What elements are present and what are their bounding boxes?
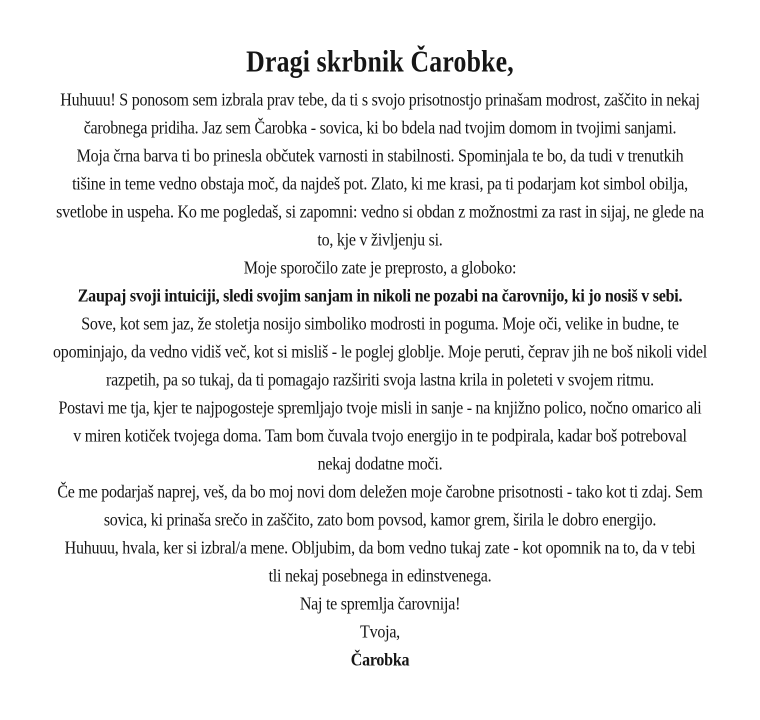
letter-line: čarobnega pridiha. Jaz sem Čarobka - sovica, ki bo bdela nad tvojim domom in tvojimi sanjami. (83, 117, 677, 138)
letter-line: opominjajo, da vedno vidiš več, kot si misliš - le poglej globlje. Moje peruti, čeprav jih ne boš nikoli videl (53, 341, 707, 362)
letter-line: razpetih, pa so tukaj, da ti pomagajo razširiti svoja lastna krila in poleteti v svojem ritmu. (106, 369, 654, 390)
letter-line: Huhuuu, hvala, ker si izbral/a mene. Obljubim, da bom vedno tukaj zate - kot opomnik na to, da v tebi (64, 537, 696, 558)
letter-line: v miren kotiček tvojega doma. Tam bom čuvala tvojo energijo in te podpirala, kadar boš potreboval (73, 425, 687, 446)
signature-name: Čarobka (350, 649, 410, 670)
letter-line: sovica, ki prinaša srečo in zaščito, zato bom povsod, kamor grem, širila le dobro energijo. (103, 509, 657, 530)
letter-line: nekaj dodatne moči. (317, 453, 443, 474)
signature-closing: Tvoja, (360, 621, 400, 642)
letter-line: Moja črna barva ti bo prinesla občutek varnosti in stabilnosti. Spominjala te bo, da tudi v trenutkih (76, 145, 684, 166)
letter-line: Moje sporočilo zate je preprosto, a globoko: (243, 257, 517, 278)
letter-line: Postavi me tja, kjer te najpogosteje spremljajo tvoje misli in sanje - na knjižno polico, nočno omarico ali (58, 397, 702, 418)
letter-title: Dragi skrbnik Čarobke, (246, 45, 514, 80)
letter-line: Huhuuu! S ponosom sem izbrala prav tebe, da ti s svojo prisotnostjo prinašam modrost, zaščito in nekaj (60, 89, 700, 110)
letter-line: Zaupaj svoji intuiciji, sledi svojim sanjam in nikoli ne pozabi na čarovnijo, ki jo nosiš v sebi. (77, 285, 683, 306)
letter-line: to, kje v življenju si. (317, 229, 443, 250)
letter-line: svetlobe in uspeha. Ko me pogledaš, si zapomni: vedno si obdan z možnostmi za rast in sijaj, ne glede na (56, 201, 704, 222)
letter-line: tli nekaj posebnega in edinstvenega. (268, 565, 492, 586)
letter-line: Sove, kot sem jaz, že stoletja nosijo simboliko modrosti in poguma. Moje oči, velike in budne, te (81, 313, 679, 334)
letter-body (8, 86, 752, 674)
letter-line: Naj te spremlja čarovnija! (299, 593, 461, 614)
letter-line: Če me podarjaš naprej, veš, da bo moj novi dom deležen moje čarobne prisotnosti - tako kot ti zdaj. Sem (57, 481, 703, 502)
letter-line: tišine in teme vedno obstaja moč, da najdeš pot. Zlato, ki me krasi, pa ti podarjam kot simbol obilja, (72, 173, 688, 194)
